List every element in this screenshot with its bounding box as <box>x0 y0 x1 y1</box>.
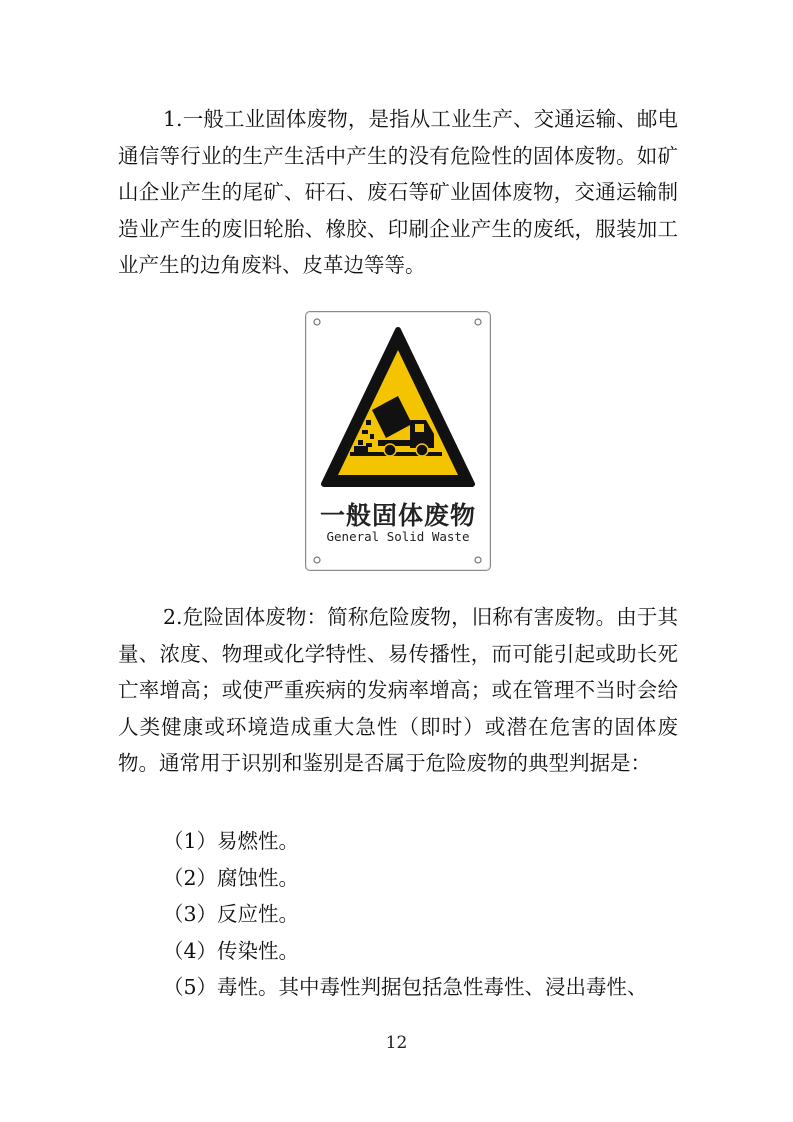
general-solid-waste-sign <box>305 311 491 571</box>
page-number: 12 <box>385 1033 408 1053</box>
paragraph-general-industrial-waste: 1.一般工业固体废物，是指从工业生产、交通运输、邮电通信等行业的生产生活中产生的没有危险性的固体废物。如矿山企业产生的尾矿、矸石、废石等矿业固体废物，交通运输制造业产生的废旧轮胎、橡胶、印刷企业产生的废纸，服装加工业产生的边角废料、皮革边等等。 <box>118 107 678 277</box>
criteria-item-reactivity: （3）反应性。 <box>163 902 300 926</box>
criteria-item-toxicity: （5）毒性。其中毒性判据包括急性毒性、浸出毒性、 <box>163 975 648 999</box>
sign-title-english: General Solid Waste <box>326 529 470 544</box>
sign-title-chinese: 一般固体废物 <box>319 501 476 530</box>
paragraph-hazardous-waste: 2.危险固体废物：简称危险废物，旧称有害废物。由于其量、浓度、物理或化学特性、易传播性，而可能引起或助长死亡率增高；或使严重疾病的发病率增高；或在管理不当时会给人类健康或环境造成重大急性（即时）或潜在危害的固体废物。通常用于识别和鉴别是否属于危险废物的典型判据是： <box>118 605 678 775</box>
criteria-item-flammability: （1）易燃性。 <box>163 829 300 853</box>
criteria-item-corrosivity: （2）腐蚀性。 <box>163 866 300 890</box>
criteria-item-infectivity: （4）传染性。 <box>163 939 300 963</box>
